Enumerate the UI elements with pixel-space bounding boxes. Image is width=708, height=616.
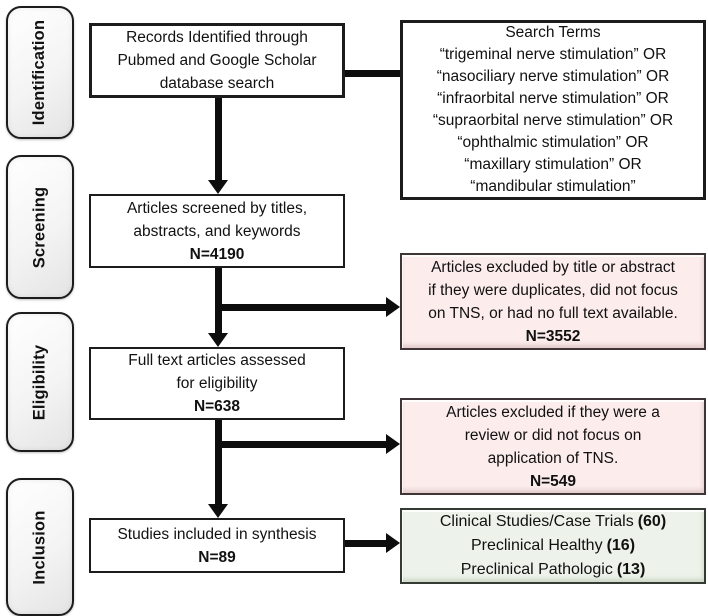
arrow-fulltext-to-included-shaft — [215, 420, 222, 504]
records-line: Records Identified through — [126, 29, 308, 46]
inclusion-result-label: Preclinical Pathologic — [460, 561, 613, 578]
fulltext-assessed-box — [89, 347, 345, 420]
inclusion-result-row — [461, 558, 646, 582]
exclusion-review-box — [400, 398, 706, 495]
inclusion-result-count: (16) — [606, 537, 636, 554]
stage-eligibility — [6, 312, 74, 452]
search-term: “nasociliary nerve stimulation” OR — [436, 68, 670, 85]
stage-inclusion — [6, 478, 74, 616]
search-term: “trigeminal nerve stimulation” OR — [439, 46, 667, 63]
arrow-screened-to-exclusion1-shaft — [215, 304, 386, 311]
records-line: Pubmed and Google Scholar — [117, 52, 317, 69]
fulltext-count: N=638 — [193, 398, 241, 415]
exclusion2-line: application of TNS. — [487, 449, 619, 467]
search-term: “ophthalmic stimulation” OR — [457, 134, 649, 151]
fulltext-line: for eligibility — [176, 375, 258, 392]
included-count: N=89 — [198, 548, 236, 566]
connector-records-to-search-terms — [345, 70, 400, 77]
arrow-included-to-results-head — [386, 533, 400, 553]
arrow-screened-to-exclusion1-head — [386, 297, 400, 317]
screened-line: abstracts, and keywords — [133, 222, 301, 240]
search-terms-box — [400, 20, 706, 200]
arrow-fulltext-to-exclusion2-shaft — [215, 441, 386, 448]
inclusion-result-label: Preclinical Healthy — [470, 537, 603, 554]
inclusion-results-box — [400, 508, 706, 584]
search-term: “supraorbital nerve stimulation” OR — [432, 112, 674, 129]
records-identified-box — [89, 23, 345, 98]
screened-count: N=4190 — [189, 245, 245, 263]
included-line: Studies included in synthesis — [117, 525, 317, 543]
inclusion-result-label: Clinical Studies/Case Trials — [439, 513, 634, 530]
search-term: “infraorbital nerve stimulation” OR — [437, 90, 669, 107]
arrow-fulltext-to-exclusion2-head — [386, 434, 400, 454]
exclusion1-line: on TNS, or had no full text available. — [428, 304, 678, 322]
inclusion-result-row — [440, 510, 666, 534]
arrow-records-to-screened-head — [208, 180, 228, 194]
exclusion2-line: Articles excluded if they were a — [446, 403, 660, 421]
arrow-screened-to-fulltext-head — [208, 333, 228, 347]
screened-line: Articles screened by titles, — [126, 199, 308, 217]
stage-identification-label: Identification — [30, 19, 49, 126]
stage-inclusion-label: Inclusion — [30, 509, 49, 585]
inclusion-result-count: (60) — [637, 513, 667, 530]
records-line: database search — [159, 75, 275, 92]
studies-included-box — [89, 518, 345, 573]
stage-identification — [6, 6, 74, 139]
arrow-records-to-screened-shaft — [215, 98, 222, 180]
stage-screening — [6, 155, 74, 299]
stage-screening-label: Screening — [30, 186, 49, 268]
exclusion1-line: if they were duplicates, did not focus — [428, 281, 678, 299]
search-terms-title: Search Terms — [505, 24, 601, 41]
inclusion-result-count: (13) — [616, 561, 646, 578]
exclusion1-line: Articles excluded by title or abstract — [431, 258, 675, 276]
search-term: “maxillary stimulation” OR — [464, 156, 642, 173]
exclusion2-line: review or did not focus on — [464, 426, 642, 444]
inclusion-result-row — [471, 534, 635, 558]
articles-screened-box — [89, 194, 345, 268]
exclusion1-count: N=3552 — [525, 327, 581, 345]
arrow-screened-to-fulltext-shaft — [215, 268, 222, 333]
fulltext-line: Full text articles assessed — [128, 352, 306, 369]
arrow-included-to-results-shaft — [345, 540, 386, 547]
stage-eligibility-label: Eligibility — [30, 344, 49, 420]
exclusion2-count: N=549 — [529, 472, 577, 490]
arrow-fulltext-to-included-head — [208, 504, 228, 518]
exclusion-title-abstract-box — [400, 253, 706, 350]
search-term: “mandibular stimulation” — [470, 178, 636, 195]
